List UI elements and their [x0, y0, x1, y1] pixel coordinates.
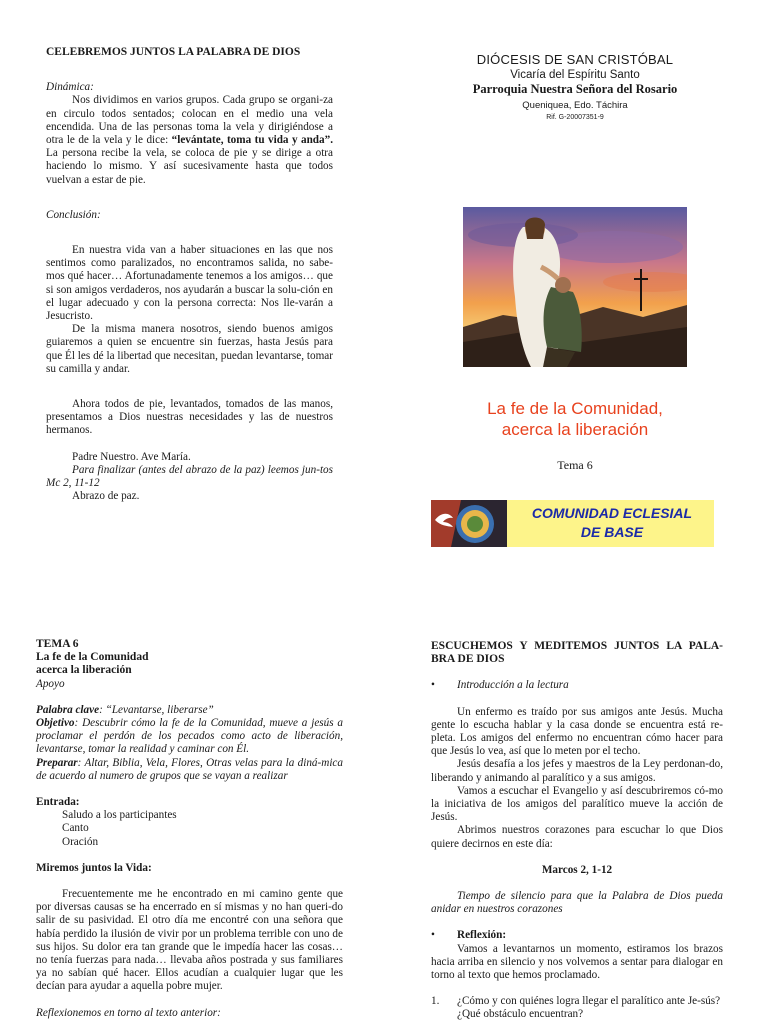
ceb-banner — [431, 500, 714, 547]
cover-illustration — [463, 207, 687, 367]
tema-number: TEMA 6 — [36, 638, 79, 650]
closing-paragraph: Ahora todos de pie, levantados, tomados de las manos, presentamos a Dios nuestras necesidades y las de nuestros hermanos. — [46, 398, 333, 437]
reading-reference: Marcos 2, 1-12 — [541, 863, 613, 876]
palabra-clave: Palabra clave: “Levantarse, liberarse” — [36, 703, 214, 716]
main-title-line-2: acerca la liberación — [501, 420, 649, 439]
vicaria-name: Vicaría del Espíritu Santo — [510, 69, 640, 81]
intro-paragraph-4: Abrimos nuestros corazones para escuchar lo que Dios quiere decirnos en este día: — [431, 824, 723, 850]
dinamica-quote: “levántate, toma tu vida y anda”. — [171, 134, 333, 147]
miremos-label: Miremos juntos la Vida: — [36, 861, 152, 874]
prayer-line: Padre Nuestro. Ave María. — [72, 450, 191, 463]
objetivo: Objetivo: Descubrir cómo la fe de la Comunidad, mueve a jesús a proclamar el perdón de los pecados como acto de liberación, levantarse, tomar la realidad y caminar con Él. — [36, 717, 343, 756]
entrada-list — [36, 809, 343, 849]
intro-paragraph-2: Jesús desafía a los jefes y maestros de la Ley perdonan-do, liberando y animando al paralítico y a sus amigos. — [431, 758, 723, 784]
bullet-icon: • — [431, 929, 435, 942]
dove-globe-icon — [431, 500, 507, 547]
silencio-line: Tiempo de silencio para que la Palabra de Dios pueda anidar en nuestros corazones — [431, 890, 723, 916]
bottom-left-panel — [36, 638, 343, 1020]
entrada-label: Entrada: — [36, 796, 80, 809]
dinamica-label: Dinámica: — [46, 81, 94, 94]
conclusion-paragraph-2: De la misma manera nosotros, siendo buenos amigos guiaremos a quien se encuentre sin fuerzas, hasta Jesús para que Él les dé la libertad que necesitan, puedan levantarse, tomar su camilla y andar. — [46, 323, 333, 375]
tema-title-line-1: La fe de la Comunidad — [36, 651, 149, 664]
escuchemos-title: ESCUCHEMOS Y MEDITEMOS JUNTOS LA PALA-BRA DE DIOS — [431, 640, 723, 666]
top-right-header — [430, 52, 720, 121]
apoyo-label: Apoyo — [36, 677, 65, 690]
ceb-banner-line-1: COMUNIDAD ECLESIAL — [531, 505, 693, 521]
finalizar-line: Para finalizar (antes del abrazo de la paz) leemos jun-tos Mc 2, 11-12 — [46, 463, 333, 490]
dinamica-text: Nos dividimos en varios grupos. Cada grupo se organi-za en circulo todos sentados; colocan en el medio una vela encendida. Una de las personas toma la vela y dirigiéndose a otra le de la vela y le dice: “levántate, toma tu vida y anda”. La persona recibe la vela, se coloca de pie y se dirige a otra haciendo lo mismo. Y así sucesivamente hasta que todos vuelvan a estar de pie. — [46, 94, 333, 186]
reflexionemos-label: Reflexionemos en torno al texto anterior: — [36, 1006, 221, 1019]
jesus-lifting-man-illustration — [463, 207, 687, 367]
main-title — [430, 398, 720, 440]
tema-label: Tema 6 — [557, 458, 593, 472]
abrazo-line: Abrazo de paz. — [72, 490, 140, 503]
bottom-right-panel — [431, 640, 723, 1022]
question-1-number: 1. — [431, 995, 440, 1008]
ceb-banner-line-2: DE BASE — [580, 524, 644, 540]
tema-title-line-2: acerca la liberación — [36, 664, 132, 677]
main-title-line-1: La fe de la Comunidad, — [487, 399, 663, 418]
question-1 — [431, 995, 723, 1021]
question-1-text: ¿Cómo y con quiénes logra llegar el paralítico ante Je-sús? ¿Qué obstáculo encuentran? — [457, 995, 721, 1021]
parroquia-name: Parroquia Nuestra Señora del Rosario — [472, 82, 678, 96]
rif: Rif. G-20007351-9 — [546, 114, 604, 121]
ceb-logo — [431, 500, 507, 547]
intro-paragraph-3: Vamos a escuchar el Evangelio y así descubriremos có-mo la iniciativa de los amigos del paralítico mueve la acción de Jesús. — [431, 784, 723, 824]
conclusion-label: Conclusión: — [46, 208, 101, 221]
location: Queniquea, Edo. Táchira — [522, 100, 628, 111]
celebremos-title: CELEBREMOS JUNTOS LA PALABRA DE DIOS — [46, 46, 301, 58]
intro-heading: • Introducción a la lectura — [431, 679, 569, 692]
diocese-name: DIÓCESIS DE SAN CRISTÓBAL — [476, 52, 674, 67]
intro-paragraph-1: Un enfermo es traído por sus amigos ante Jesús. Mucha gente lo escucha hablar y la casa donde se encuentra está re-pleta. Los amigos del enfermo no encuentran cómo hacer para que Jesús lo vea, así que lo meten por el techo. — [431, 705, 723, 758]
top-left-panel — [46, 46, 333, 503]
miremos-text: Frecuentemente me he encontrado en mi camino gente que por diversas causas se ha encerrado en sí mismas y no han queri-do salir de su pasividad. El otro día me encontré con una señora que había perdido la ilusión de vivir por un problema terrible con uno de sus hijos. Su dolor era tan grande que le impedía hacer las cosas… no tenía fuerzas para nada… llevaba años postrada y sus familiares ya no sabían qué hacer. Ellos acudían a cualquier lugar que les decían para ayudar a aquella pobre mujer. — [36, 888, 343, 993]
entrada-item: Oración — [62, 835, 99, 848]
preparar: Preparar: Altar, Biblia, Vela, Flores, Otras velas para la diná-mica de acuerdo al numero de grupos que se vayan a realizar — [36, 756, 343, 782]
conclusion-paragraph-1: En nuestra vida van a haber situaciones en las que nos sentimos como paralizados, no encontramos salida, no sabe-mos qué hacer… Afortunadamente tenemos a los amigos… que si son amigos verdaderos, nos ayudarán a buscar la solu-ción en el lugar adecuado y con la persona correcta: Nos lle-varán a Jesucristo. — [46, 244, 333, 323]
ceb-banner-text — [517, 504, 707, 542]
entrada-item: Canto — [62, 822, 89, 835]
bullet-icon: • — [431, 679, 435, 692]
entrada-item: Saludo a los participantes — [62, 809, 177, 822]
reflexion-heading: • Reflexión: — [431, 929, 507, 942]
reflexion-text: Vamos a levantarnos un momento, estiramos los brazos hacia arriba en silencio y nos volvemos a sentar para dialogar en torno al texto que hemos proclamado. — [431, 942, 723, 982]
